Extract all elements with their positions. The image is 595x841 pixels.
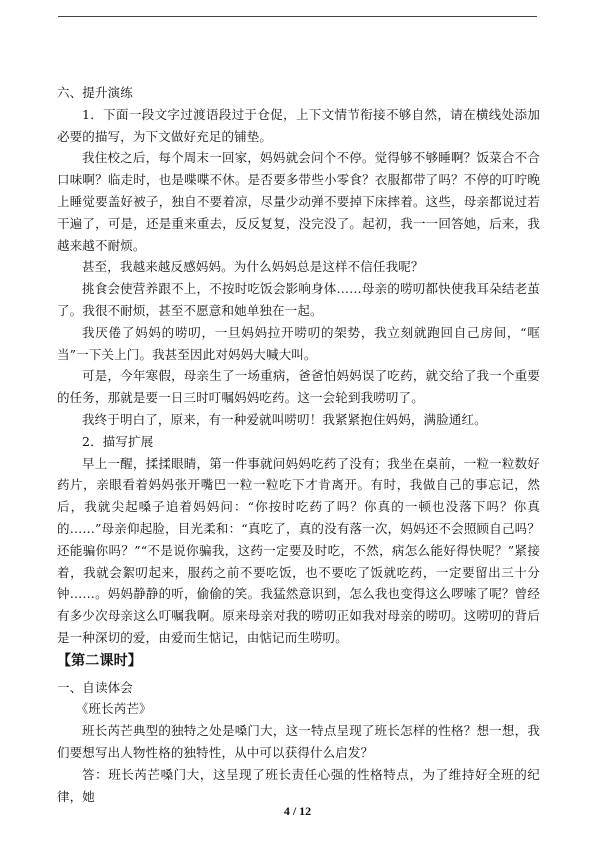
section-heading-one: 一、自读体会: [57, 679, 133, 695]
paragraph-5: 可是，今年寒假，母亲生了一场重病，爸爸怕妈妈误了吃药，就交给了我一个重要的任务，那就是要一日三时叮嘱妈妈吃药。这一会轮到我唠叨了。: [57, 368, 540, 406]
question-2-title: 2．描写扩展: [82, 433, 154, 449]
paragraph-2: 甚至，我越来越反感妈妈。为什么妈妈总是这样不信任我呢？: [82, 259, 424, 275]
book-title: 《班长芮芒》: [75, 701, 152, 717]
paragraph-4: 我厌倦了妈妈的唠叨，一旦妈妈拉开唠叨的架势，我立刻就跑回自己房间，“哐当”一下关上门。我甚至因此对妈妈大喊大叫。: [57, 324, 540, 362]
paragraph-1: 我住校之后，每个周末一回家，妈妈就会问个不停。觉得够不够睡啊？饭菜合不合口味啊？临走时，也是喋喋不休。是否要多带些小零食？衣服都带了吗？不停的叮咛晚上睡觉要盖好被子，独自不要着凉，尽量少动弹不要掉下床摔着。这些，母亲都说过若干遍了，可是，还是重来重去，反反复复，没完没了。起初，我一一回答她，后来，我越来越不耐烦。: [57, 150, 540, 253]
lesson-2-heading: 【第二课时】: [57, 652, 142, 669]
question-1-title: 1．下面一段文字过渡语段过于仓促，上下文情节衔接不够自然，请在横线处添加必要的描写，为下文做好充足的铺垫。: [57, 106, 540, 144]
header-rule: [58, 16, 537, 17]
paragraph-9: 答：班长芮芒嗓门大，这呈现了班长责任心强的性格特点，为了维持好全班的纪律，她: [57, 766, 540, 804]
paragraph-6: 我终于明白了，原来，有一种爱就叫唠叨！我紧紧抱住妈妈，满脸通红。: [82, 411, 487, 427]
paragraph-8: 班长芮芒典型的独特之处是嗓门大，这一特点呈现了班长怎样的性格？想一想，我们要想写出人物性格的独特性，从中可以获得什么启发？: [57, 723, 540, 760]
page-content: [57, 82, 540, 807]
page-number: 4 / 12: [283, 804, 312, 818]
paragraph-3: 挑食会使营养跟不上，不按时吃饭会影响身体……母亲的唠叨都快使我耳朵结老茧了。我很不耐烦，甚至不愿意和她单独在一起。: [57, 281, 540, 318]
paragraph-7: 早上一醒，揉揉眼睛，第一件事就问妈妈吃药了没有；我坐在桌前，一粒一粒数好药片，亲眼看着妈妈张开嘴巴一粒一粒吃下才肯离开。有时，我做自己的事忘记，然后，我就尖起嗓子追着妈妈问：“你按时吃药了吗？你真的一顿也没落下吗？你真的……”母亲仰起脸，目光柔和：“真吃了，真的没有落一次，妈妈还不会照顾自己吗？还能骗你吗？”“不是说你骗我，这药一定要及时吃，不然，病怎么能好得快呢？”紧接着，我就会絮叨起来，服药之前不要吃饭，也不要吃了饭就吃药，一定要留出三十分钟……。妈妈静静的听，偷偷的笑。我猛然意识到，怎么我也变得这么啰嗦了呢？曾经有多少次母亲这么叮嘱我啊。原来母亲对我的唠叨正如我对母亲的唠叨。这唠叨的背后是一种深切的爱，由爱而生惦记，由惦记而生唠叨。: [57, 455, 540, 645]
section-heading-six: 六、提升演练: [57, 85, 133, 100]
